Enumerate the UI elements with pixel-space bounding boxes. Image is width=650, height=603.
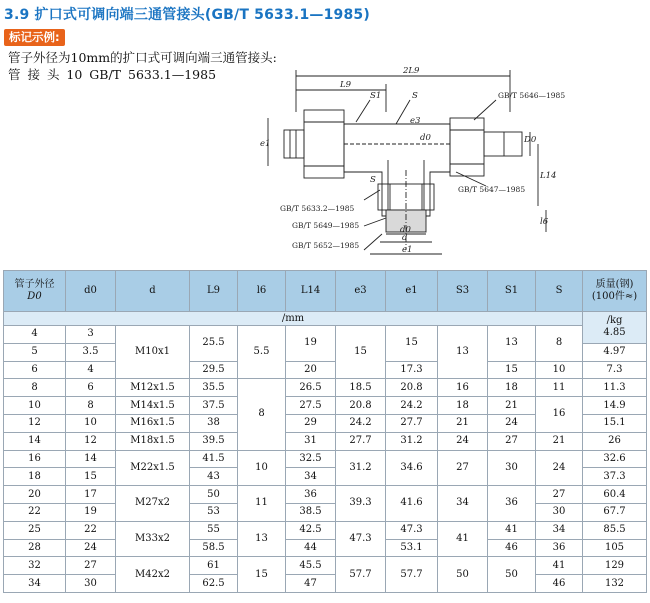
cell: 26 [583,432,647,450]
header-row [4,271,647,312]
cell: 18 [4,468,66,486]
cell: 24 [438,432,488,450]
cell: 21 [438,414,488,432]
cell: 38 [190,414,238,432]
table-row [4,397,647,415]
table-row [4,486,647,504]
cell: 24.2 [386,397,438,415]
cell: 12 [66,432,116,450]
cell: 10 [238,450,286,486]
table-row [4,361,647,379]
example-badge: 标记示例: [4,29,65,46]
cell: 6 [66,379,116,397]
cell: 47.3 [336,521,386,557]
cell: 14 [4,432,66,450]
cell: M16x1.5 [116,414,190,432]
cell: 3.5 [66,343,116,361]
cell: 41 [536,557,583,575]
unit-row [4,312,647,326]
cell: 16 [536,397,583,433]
cell: 42.5 [286,521,336,539]
label-s: S [412,91,418,101]
cell: 37.3 [583,468,647,486]
label-e1-left: e1 [260,139,271,149]
table-row [4,379,647,397]
cell: 8 [4,379,66,397]
unit-kg: /kg 4.85 [583,312,647,344]
col-header-S3: S3 [438,271,488,312]
col-header-d: d [116,271,190,312]
cell: 8 [536,326,583,362]
cell: 11 [238,486,286,522]
cell: M10x1 [116,326,190,379]
cell: 4.97 [583,343,647,361]
cell: 3 [66,326,116,344]
cell: 60.4 [583,486,647,504]
cell: 41 [438,521,488,557]
cell: 50 [488,557,536,593]
cell: 34.6 [386,450,438,486]
cell: 27 [488,432,536,450]
cell: 7.3 [583,361,647,379]
cell: 44 [286,539,336,557]
cell: 31 [286,432,336,450]
cell: 28 [4,539,66,557]
spec-table [3,270,647,593]
cell: 17 [66,486,116,504]
cell: 45.5 [286,557,336,575]
cell: 15 [488,361,536,379]
table-row [4,432,647,450]
cell: 26.5 [286,379,336,397]
cell: 13 [438,326,488,379]
cell: 15.1 [583,414,647,432]
cell: 43 [190,468,238,486]
cell: 16 [4,450,66,468]
cell: 41 [488,521,536,539]
cell: 5.5 [238,326,286,379]
cell: 30 [488,450,536,486]
cell: 20 [4,486,66,504]
cell: 27 [536,486,583,504]
cell: 21 [488,397,536,415]
marking-example [8,49,277,83]
label-l14: L14 [540,171,557,181]
cell: M22x1.5 [116,450,190,486]
cell: 27 [66,557,116,575]
ref-gb5646: GB/T 5646—1985 [498,91,566,100]
cell: 31.2 [386,432,438,450]
cell: 8 [238,379,286,450]
table-row [4,503,647,521]
cell: 14.9 [583,397,647,415]
table-row [4,575,647,593]
cell: 34 [438,486,488,522]
cell: 20.8 [386,379,438,397]
cell: 25.5 [190,326,238,362]
cell: 27.7 [336,432,386,450]
cell: 41.6 [386,486,438,522]
cell: 50 [190,486,238,504]
cell: 37.5 [190,397,238,415]
table-row [4,450,647,468]
label-l6: l6 [540,217,549,227]
cell: 24.2 [336,414,386,432]
cell: 22 [4,503,66,521]
cell: 36 [488,486,536,522]
cell: M12x1.5 [116,379,190,397]
example-line-1: 管子外径为10mm的扩口式可调向端三通管接头: [8,50,277,65]
label-s1: S1 [370,91,382,101]
col-header-L14: L14 [286,271,336,312]
cell: 57.7 [336,557,386,593]
cell: 46 [536,575,583,593]
cell: 29 [286,414,336,432]
label-d0-side: D0 [524,135,537,145]
cell: 16 [438,379,488,397]
cell: 62.5 [190,575,238,593]
label-e3: e3 [410,116,421,126]
label-l9: L9 [340,80,352,90]
cell: 30 [66,575,116,593]
cell: M14x1.5 [116,397,190,415]
cell: 4 [66,361,116,379]
label-2l9: 2L9 [403,66,420,76]
cell: 22 [66,521,116,539]
cell: M42x2 [116,557,190,593]
cell: 32.5 [286,450,336,468]
cell: 46 [488,539,536,557]
cell: 19 [66,503,116,521]
ref-gb5652: GB/T 5652—1985 [292,241,360,250]
section-title: 3.9 扩口式可调向端三通管接头(GB/T 5633.1—1985) [4,7,370,23]
cell: 39.5 [190,432,238,450]
cell: 13 [488,326,536,362]
cell: 55 [190,521,238,539]
cell: 27 [438,450,488,486]
cell: 15 [386,326,438,362]
example-line-2: 管 接 头 10 GB/T 5633.1—1985 [8,67,217,82]
ref-gb5633-2: GB/T 5633.2—1985 [280,204,355,213]
col-header-S: S [536,271,583,312]
cell: 15 [336,326,386,379]
table-row [4,539,647,557]
cell: 61 [190,557,238,575]
col-header-L9: L9 [190,271,238,312]
cell: 10 [536,361,583,379]
cell: 18 [488,379,536,397]
cell: 18 [438,397,488,415]
ref-gb5647: GB/T 5647—1985 [458,185,526,194]
cell: M27x2 [116,486,190,522]
cell: 39.3 [336,486,386,522]
cell: 41.5 [190,450,238,468]
cell: 36 [286,486,336,504]
unit-mm: /mm [4,312,583,326]
cell: 32 [4,557,66,575]
cell: 67.7 [583,503,647,521]
col-header-mass: 质量(钢) (100件≈) [583,271,647,312]
cell: 129 [583,557,647,575]
label-d-bottom: d [402,233,408,243]
cell: 47.3 [386,521,438,539]
cell: 30 [536,503,583,521]
cell: 14 [66,450,116,468]
cell: M18x1.5 [116,432,190,450]
label-s-lower: S [370,175,376,185]
cell: 47 [286,575,336,593]
ref-gb5649: GB/T 5649—1985 [292,221,360,230]
cell: 57.7 [386,557,438,593]
cell: 6 [4,361,66,379]
cell: 34 [4,575,66,593]
cell: M33x2 [116,521,190,557]
cell: 20 [286,361,336,379]
table-row [4,521,647,539]
col-header-e3: e3 [336,271,386,312]
cell: 58.5 [190,539,238,557]
cell: 12 [4,414,66,432]
cell: 24 [536,450,583,486]
col-header-D0: 管子外径 D0 [4,271,66,312]
cell: 4 [4,326,66,344]
cell: 27.5 [286,397,336,415]
cell: 10 [66,414,116,432]
cell: 11.3 [583,379,647,397]
cell: 85.5 [583,521,647,539]
label-d0-bottom: d0 [400,225,411,235]
table-row [4,557,647,575]
cell: 17.3 [386,361,438,379]
cell: 21 [536,432,583,450]
cell: 25 [4,521,66,539]
cell: 34 [536,521,583,539]
cell: 53 [190,503,238,521]
cell: 35.5 [190,379,238,397]
col-header-l6: l6 [238,271,286,312]
table-row [4,326,647,344]
col-header-e1: e1 [386,271,438,312]
cell: 5 [4,343,66,361]
cell: 10 [4,397,66,415]
mass-value: 4.85 [603,327,626,339]
cell: 11 [536,379,583,397]
label-e1-bottom: e1 [402,245,413,255]
cell: 50 [438,557,488,593]
cell: 34 [286,468,336,486]
cell: 24 [488,414,536,432]
fitting-drawing [260,60,566,260]
cell: 36 [536,539,583,557]
cell: 53.1 [386,539,438,557]
cell: 20.8 [336,397,386,415]
cell: 13 [238,521,286,557]
col-header-S1: S1 [488,271,536,312]
cell: 27.7 [386,414,438,432]
cell: 18.5 [336,379,386,397]
cell: 19 [286,326,336,362]
cell: 32.6 [583,450,647,468]
label-d0-top: d0 [420,133,431,143]
cell: 15 [66,468,116,486]
cell: 38.5 [286,503,336,521]
cell: 132 [583,575,647,593]
cell: 24 [66,539,116,557]
cell: 31.2 [336,450,386,486]
cell: 105 [583,539,647,557]
cell: 8 [66,397,116,415]
cell: 15 [238,557,286,593]
cell: 29.5 [190,361,238,379]
col-header-d0: d0 [66,271,116,312]
